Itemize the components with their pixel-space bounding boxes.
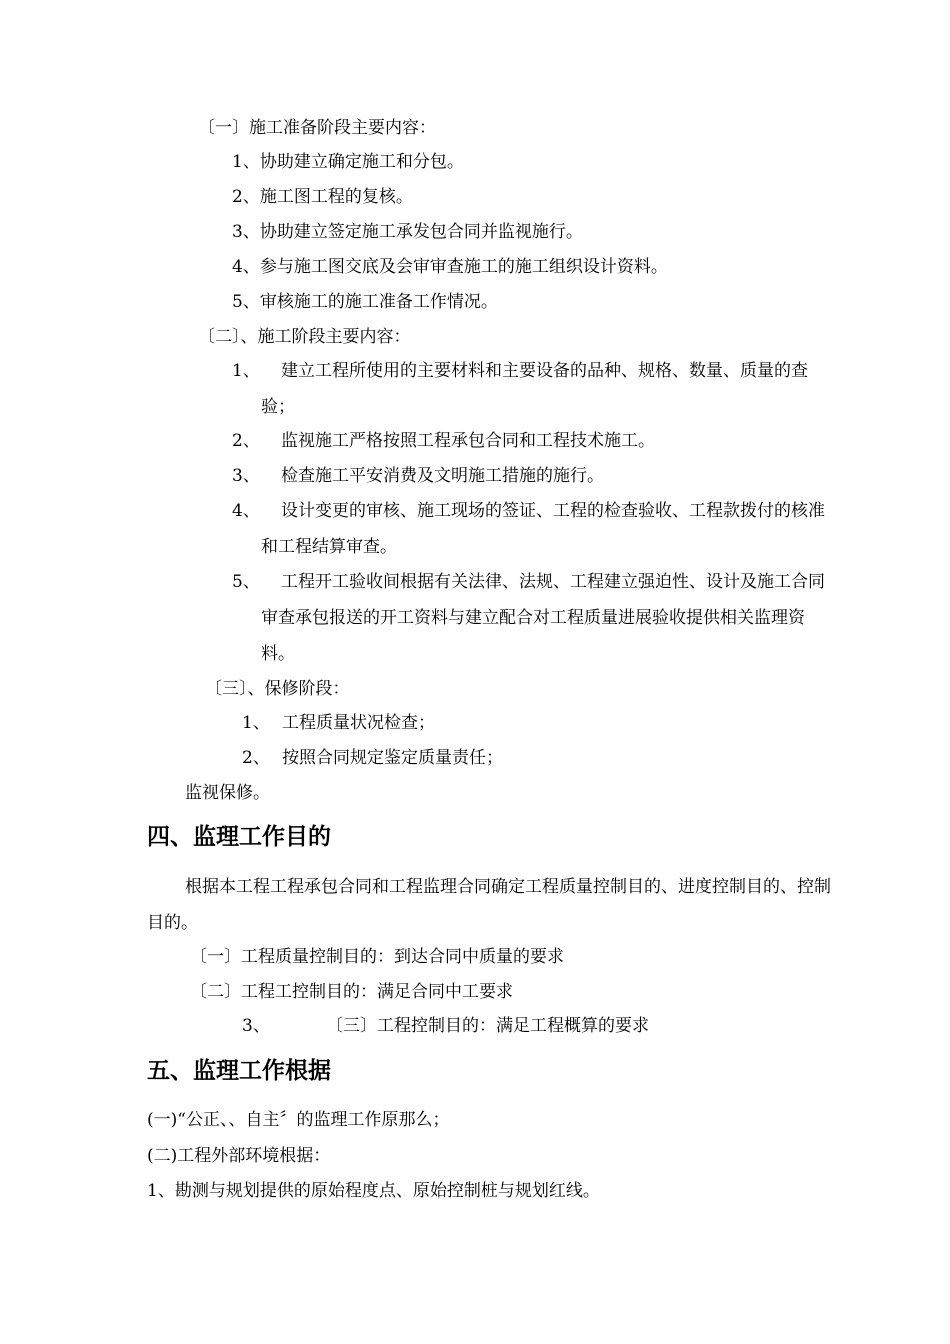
part1-item-4: 4、参与施工图交底及会审审查施工的施工组织设计资料。 bbox=[232, 257, 668, 277]
part3-title: 〔三〕、保修阶段： bbox=[205, 679, 350, 699]
part2-item-2-text: 监视施工严格按照工程承包合同和工程技术施工。 bbox=[281, 431, 655, 451]
section4-goal-2: 〔二〕工程工控制目的：满足合同中工要求 bbox=[190, 982, 513, 1002]
part3-item-2-number: 2、 bbox=[242, 748, 270, 768]
part2-item-1-number: 1、 bbox=[232, 361, 260, 381]
part2-title: 〔二〕、施工阶段主要内容： bbox=[198, 327, 411, 347]
section5-item-2: (二)工程外部环境根据： bbox=[147, 1146, 331, 1166]
part2-item-1-text: 建立工程所使用的主要材料和主要设备的品种、规格、数量、质量的查验； bbox=[261, 361, 808, 417]
part3-item-1-text: 工程质量状况检查； bbox=[282, 713, 435, 733]
section5-heading: 五、监理工作根据 bbox=[147, 1058, 331, 1084]
section4-goal-3-number: 3、 bbox=[242, 1016, 270, 1036]
section4-intro: 根据本工程工程承包合同和工程监理合同确定工程质量控制目的、进度控制目的、控制目的。 bbox=[147, 877, 831, 933]
part2-item-4-text: 设计变更的审核、施工现场的签证、工程的检查验收、工程款拨付的核准和工程结算审查。 bbox=[261, 501, 825, 557]
part2-item-5-text: 工程开工验收间根据有关法律、法规、工程建立强迫性、设计及施工合同审查承包报送的开工资料与建立配合对工程质量进展验收提供相关监理资料。 bbox=[261, 572, 825, 664]
part3-item-2-text: 按照合同规定鉴定质量责任； bbox=[282, 748, 503, 768]
section5-item-1: (一)“公正、、自主〞的监理工作原那么； bbox=[147, 1110, 450, 1130]
part1-title: 〔一〕施工准备阶段主要内容： bbox=[198, 118, 436, 138]
part1-item-5: 5、审核施工的施工准备工作情况。 bbox=[232, 292, 498, 312]
part3-trailing: 监视保修。 bbox=[185, 783, 270, 803]
section4-goal-3-text: 〔三〕工程控制目的：满足工程概算的要求 bbox=[326, 1016, 649, 1036]
part2-item-2-number: 2、 bbox=[232, 431, 260, 451]
part2-item-4-number: 4、 bbox=[232, 501, 260, 521]
section5-item-3: 1、勘测与规划提供的原始程度点、原始控制桩与规划红线。 bbox=[147, 1181, 600, 1201]
part1-item-2: 2、施工图工程的复核。 bbox=[232, 187, 413, 207]
section4-goal-1: 〔一〕工程质量控制目的：到达合同中质量的要求 bbox=[190, 947, 564, 967]
part2-item-3-text: 检查施工平安消费及文明施工措施的施行。 bbox=[281, 466, 604, 486]
part1-item-1: 1、协助建立确定施工和分包。 bbox=[232, 152, 464, 172]
section4-heading: 四、监理工作目的 bbox=[147, 824, 331, 850]
part2-item-5-number: 5、 bbox=[232, 572, 260, 592]
part1-item-3: 3、协助建立签定施工承发包合同并监视施行。 bbox=[232, 222, 583, 242]
part2-item-3-number: 3、 bbox=[232, 466, 260, 486]
part3-item-1-number: 1、 bbox=[242, 713, 270, 733]
